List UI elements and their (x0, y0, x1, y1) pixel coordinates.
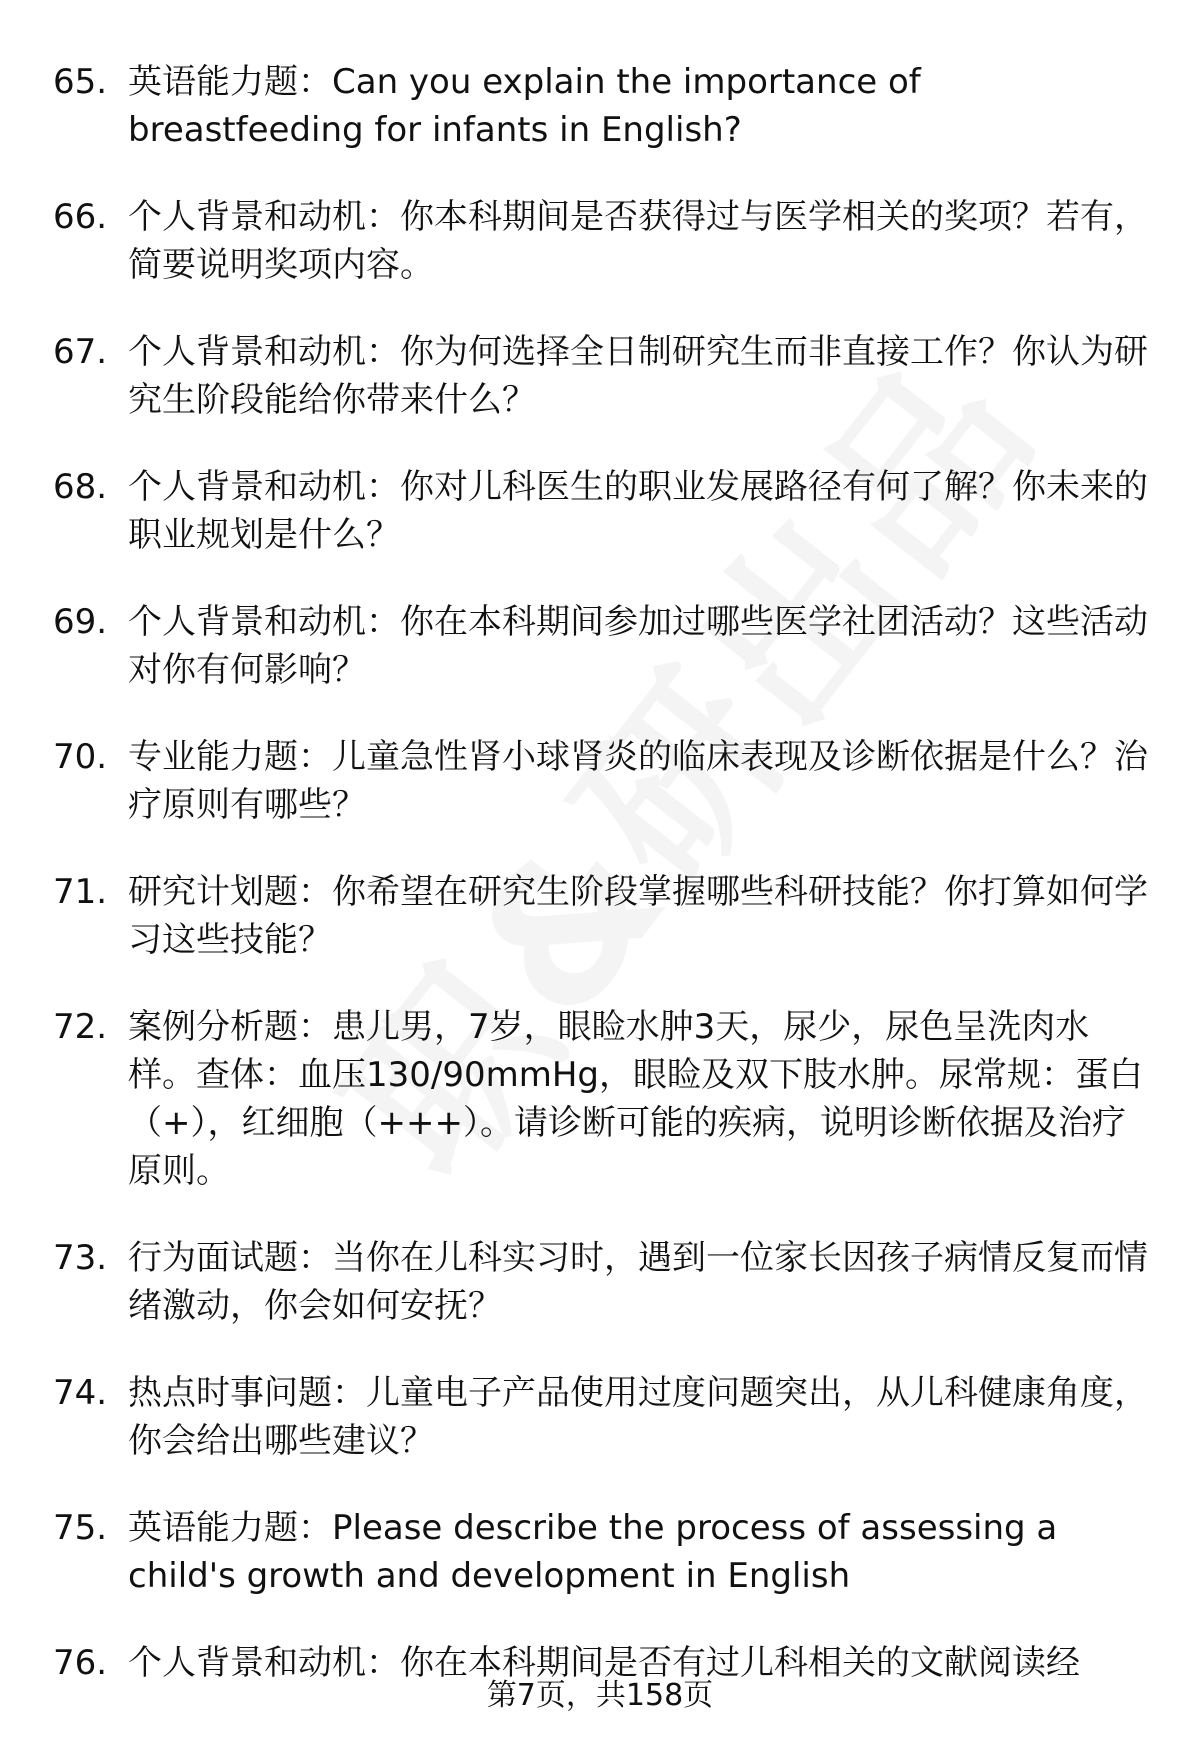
question-text: 研究计划题：你希望在研究生阶段掌握哪些科研技能？你打算如何学习这些技能？ (128, 872, 1148, 960)
question-list (0, 58, 1200, 1726)
question-number: 74. (53, 1373, 108, 1413)
question-number: 65. (53, 62, 108, 102)
question-number: 69. (53, 602, 108, 642)
question-item (0, 193, 1200, 289)
question-text: 个人背景和动机：你为何选择全日制研究生而非直接工作？你认为研究生阶段能给你带来什么？ (128, 332, 1148, 420)
question-item (0, 1504, 1200, 1600)
question-text: 个人背景和动机：你在本科期间是否有过儿科相关的文献阅读经 (128, 1643, 1080, 1683)
question-number: 66. (53, 197, 108, 237)
question-number: 71. (53, 872, 108, 912)
question-item (0, 868, 1200, 964)
question-number: 68. (53, 467, 108, 507)
question-item (0, 598, 1200, 694)
question-item (0, 463, 1200, 559)
question-item (0, 1003, 1200, 1195)
question-text: 英语能力题：Please describe the process of assessing a child's growth and development in English (128, 1508, 1058, 1596)
question-item (0, 58, 1200, 154)
question-number: 67. (53, 332, 108, 372)
question-text: 案例分析题：患儿男，7岁，眼睑水肿3天，尿少，尿色呈洗肉水样。查体：血压130/90mmHg，眼睑及双下肢水肿。尿常规：蛋白（+），红细胞（+++）。请诊断可能的疾病，说明诊断依据及治疗原则。 (128, 1007, 1144, 1191)
question-number: 75. (53, 1508, 108, 1548)
question-number: 76. (53, 1643, 108, 1683)
question-text: 英语能力题：Can you explain the importance of breastfeeding for infants in English? (128, 62, 921, 150)
question-number: 70. (53, 737, 108, 777)
question-text: 行为面试题：当你在儿科实习时，遇到一位家长因孩子病情反复而情绪激动，你会如何安抚？ (128, 1238, 1148, 1326)
question-text: 个人背景和动机：你在本科期间参加过哪些医学社团活动？这些活动对你有何影响？ (128, 602, 1148, 690)
question-item (0, 1234, 1200, 1330)
page-number-footer: 第7页，共158页 (486, 1678, 714, 1713)
question-item (0, 733, 1200, 829)
question-text: 热点时事问题：儿童电子产品使用过度问题突出，从儿科健康角度，你会给出哪些建议？ (128, 1373, 1148, 1461)
question-text: 个人背景和动机：你本科期间是否获得过与医学相关的奖项？若有，简要说明奖项内容。 (128, 197, 1148, 285)
question-text: 专业能力题：儿童急性肾小球肾炎的临床表现及诊断依据是什么？治疗原则有哪些？ (128, 737, 1148, 825)
question-number: 72. (53, 1007, 108, 1047)
question-item (0, 1369, 1200, 1465)
question-text: 个人背景和动机：你对儿科医生的职业发展路径有何了解？你未来的职业规划是什么？ (128, 467, 1148, 555)
question-number: 73. (53, 1238, 108, 1278)
question-item (0, 328, 1200, 424)
